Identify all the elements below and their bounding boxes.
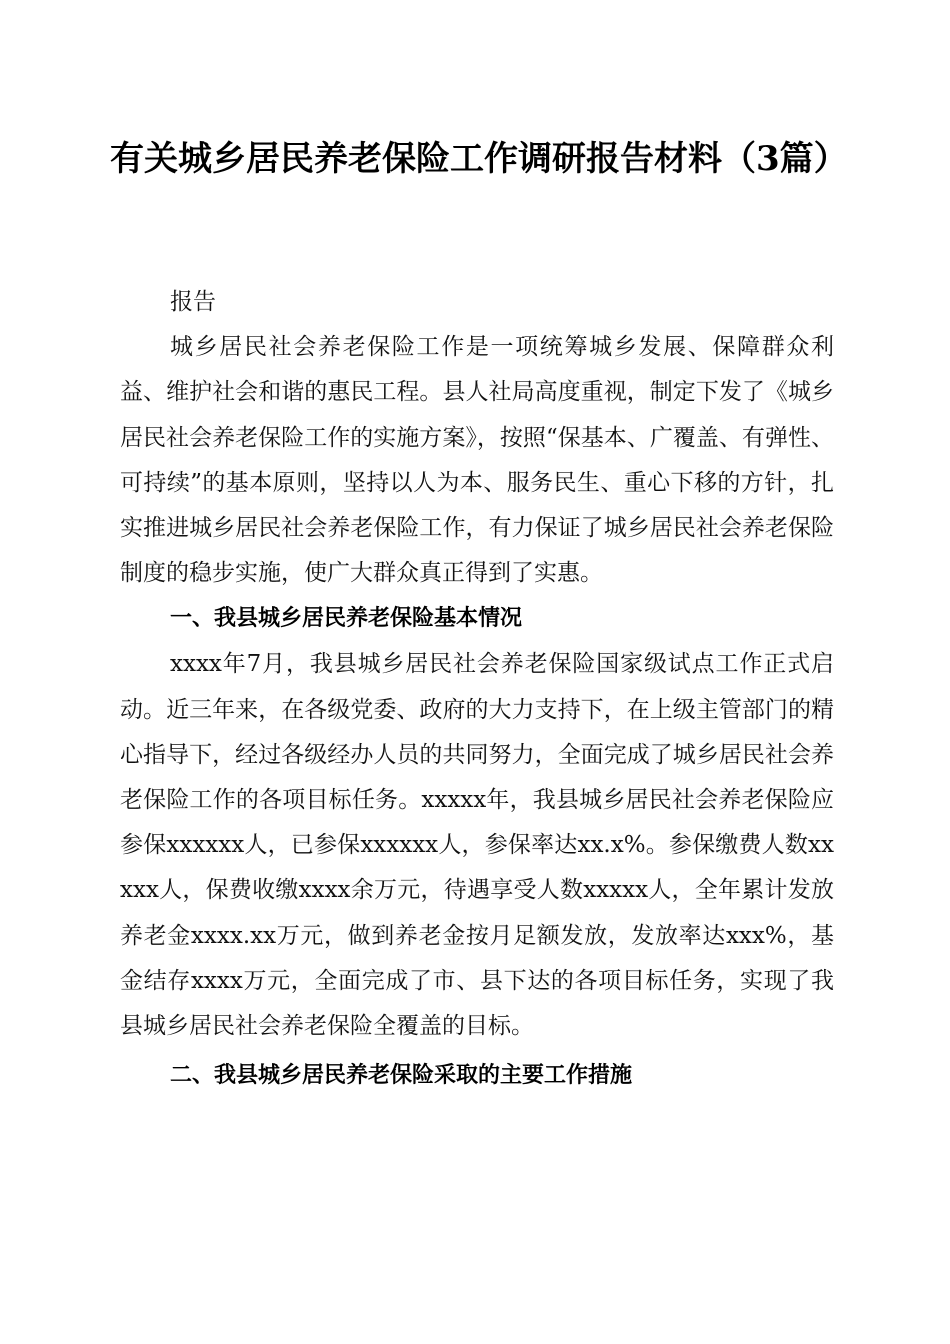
document-title: 有关城乡居民养老保险工作调研报告材料（3篇） <box>110 139 848 179</box>
basic-situation-paragraph: xxxx年7月，我县城乡居民社会养老保险国家级试点工作正式启动。近三年来，在各级党委、政府的大力支持下，在上级主管部门的精心指导下，经过各级经办人员的共同努力，全面完成了城乡居民社会养老保险工作的各项目标任务。xxxxx年，我县城乡居民社会养老保险应参保xxxxxx人，已参保xxxxxx人，参保率达xx.x%。参保缴费人数xxxxx人，保费收缴xxxx余万元，待遇享受人数xxxxx人，全年累计发放养老金xxxx.xx万元，做到养老金按月足额发放，发放率达xxx%，基金结存xxxx万元，全面完成了市、县下达的各项目标任务，实现了我县城乡居民社会养老保险全覆盖的目标。 <box>120 651 834 1040</box>
intro-paragraph: 城乡居民社会养老保险工作是一项统筹城乡发展、保障群众利益、维护社会和谐的惠民工程。县人社局高度重视，制定下发了《城乡居民社会养老保险工作的实施方案》，按照“保基本、广覆盖、有弹性、可持续”的基本原则，坚持以人为本、服务民生、重心下移的方针，扎实推进城乡居民社会养老保险工作，有力保证了城乡居民社会养老保险制度的稳步实施，使广大群众真正得到了实惠。 <box>120 334 834 587</box>
section-heading-2: 二、我县城乡居民养老保险采取的主要工作措施 <box>170 1063 633 1089</box>
document-body <box>120 280 834 1099</box>
section-heading-1: 一、我县城乡居民养老保险基本情况 <box>170 606 523 632</box>
document-label: 报告 <box>170 289 216 315</box>
